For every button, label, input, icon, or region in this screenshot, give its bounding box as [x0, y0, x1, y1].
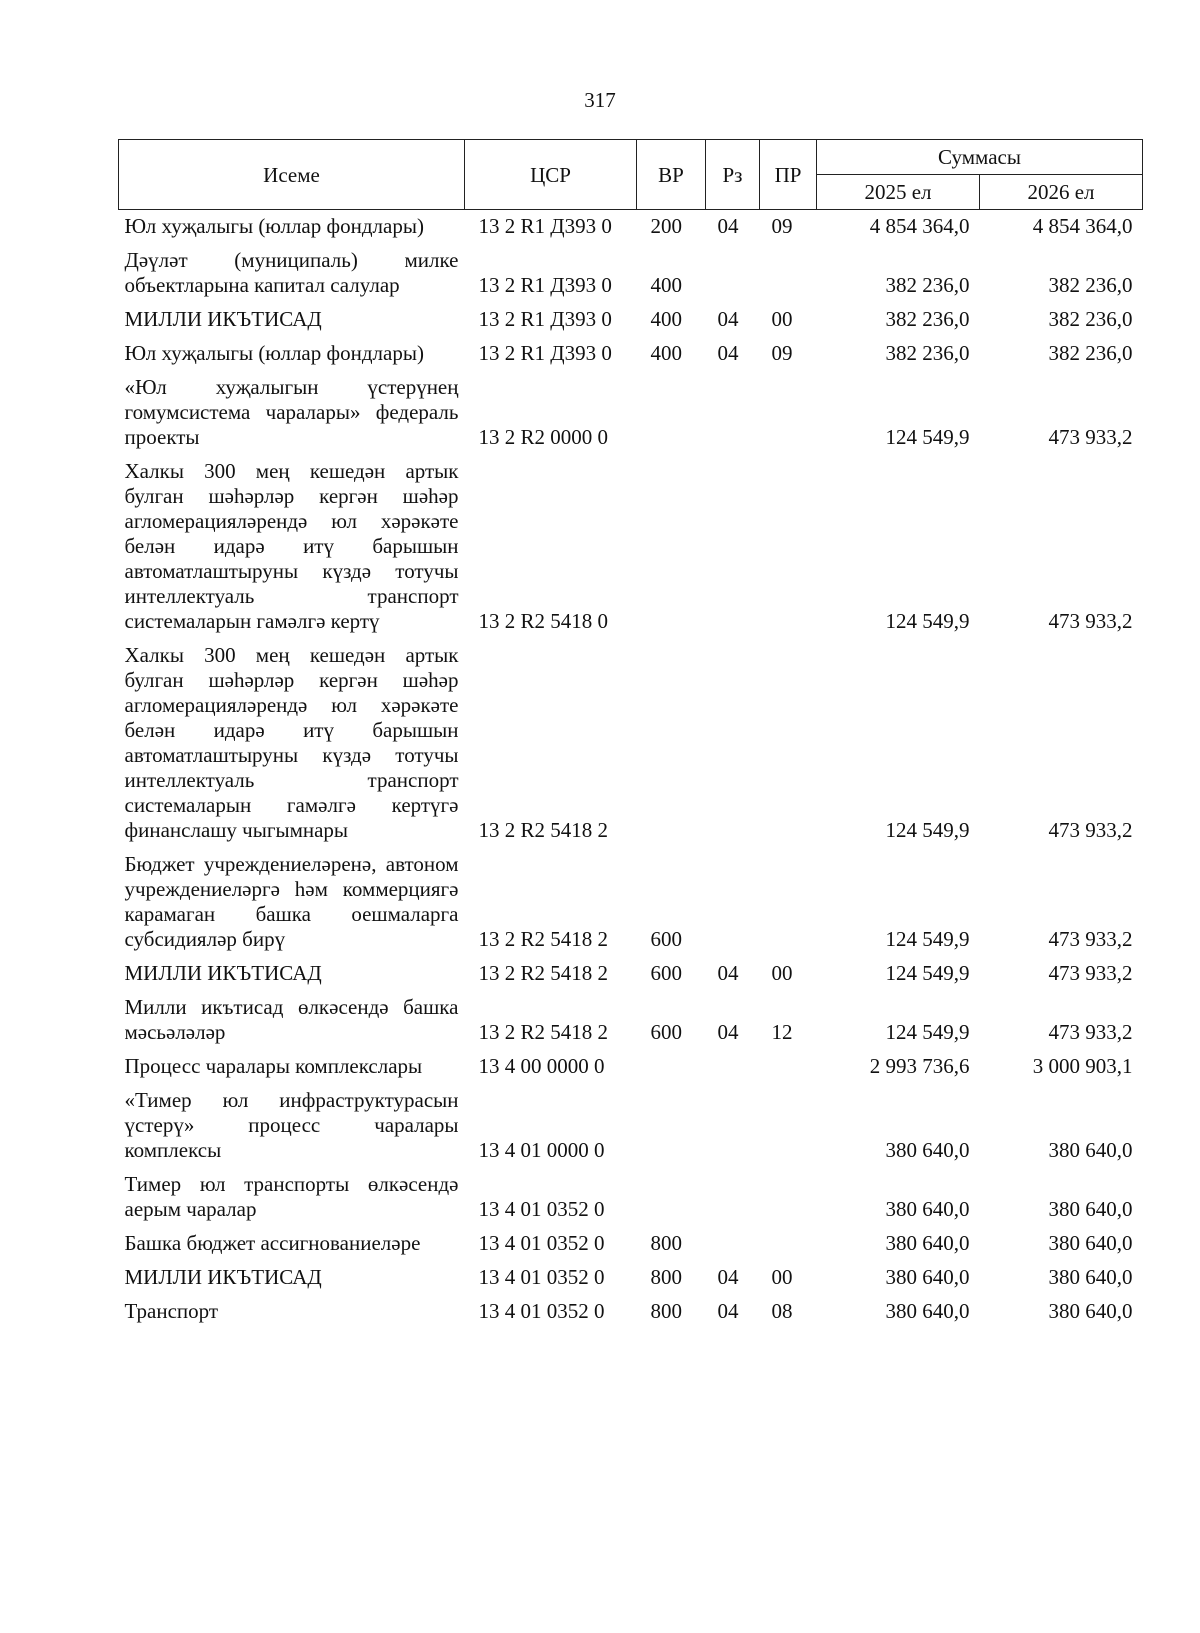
row-amount-2025: 380 640,0 — [885, 1197, 970, 1221]
row-amount-2026: 382 236,0 — [1048, 273, 1133, 297]
row-amount-2025: 124 549,9 — [885, 1020, 970, 1044]
row-csr: 13 2 R1 Д393 0 — [478, 214, 612, 238]
row-pr: 09 — [771, 214, 793, 238]
table-row — [119, 371, 1143, 455]
row-vr — [637, 1084, 706, 1168]
row-vr: 800 — [650, 1265, 682, 1289]
row-pr: 08 — [771, 1299, 793, 1323]
row-csr: 13 2 R1 Д393 0 — [478, 273, 612, 297]
row-amount-2026: 380 640,0 — [1048, 1265, 1133, 1289]
row-pr — [760, 848, 817, 957]
row-pr: 12 — [771, 1020, 793, 1044]
row-rz — [706, 371, 760, 455]
row-amount-2026: 380 640,0 — [1048, 1138, 1133, 1162]
row-rz: 04 — [717, 1265, 739, 1289]
page-number: 317 — [584, 88, 616, 112]
row-csr: 13 4 00 0000 0 — [478, 1054, 605, 1078]
row-rz — [706, 244, 760, 303]
row-pr — [760, 1227, 817, 1261]
row-rz: 04 — [717, 341, 739, 365]
table-row — [119, 1227, 1143, 1261]
header-csr: ЦСР — [465, 140, 637, 210]
row-amount-2025: 124 549,9 — [885, 927, 970, 951]
row-vr: 800 — [650, 1231, 682, 1255]
row-csr: 13 2 R2 5418 0 — [478, 609, 609, 633]
row-csr: 13 4 01 0352 0 — [478, 1231, 605, 1255]
row-amount-2026: 473 933,2 — [1048, 961, 1133, 985]
row-amount-2025: 382 236,0 — [885, 273, 970, 297]
header-sums: Суммасы — [817, 140, 1143, 175]
row-vr: 400 — [650, 273, 682, 297]
row-amount-2025: 2 993 736,6 — [869, 1054, 970, 1078]
header-vr: ВР — [637, 140, 706, 210]
table-row — [119, 244, 1143, 303]
row-pr — [760, 639, 817, 848]
row-amount-2025: 124 549,9 — [885, 961, 970, 985]
table-row — [119, 1168, 1143, 1227]
table-row — [119, 1295, 1143, 1329]
row-vr: 200 — [650, 214, 682, 238]
row-name: Юл хуҗалыгы (юллар фондлары) — [124, 214, 424, 238]
row-amount-2026: 3 000 903,1 — [1032, 1054, 1133, 1078]
table-row — [119, 303, 1143, 337]
row-name: «Тимер юл инфраструктурасын үстерү» процесс чаралары комплексы — [124, 1088, 459, 1162]
row-csr: 13 4 01 0352 0 — [478, 1299, 605, 1323]
budget-table — [118, 139, 1143, 1329]
row-vr — [637, 371, 706, 455]
row-rz: 04 — [717, 307, 739, 331]
row-csr: 13 2 R2 0000 0 — [478, 425, 609, 449]
row-vr — [637, 1168, 706, 1227]
row-csr: 13 2 R2 5418 2 — [478, 818, 609, 842]
row-amount-2026: 473 933,2 — [1048, 818, 1133, 842]
row-pr: 00 — [771, 1265, 793, 1289]
row-rz — [706, 1168, 760, 1227]
row-vr: 600 — [650, 927, 682, 951]
row-rz: 04 — [717, 214, 739, 238]
row-vr — [637, 1050, 706, 1084]
row-name: Юл хуҗалыгы (юллар фондлары) — [124, 341, 424, 365]
table-row — [119, 639, 1143, 848]
row-name: Башка бюджет ассигнованиеләре — [124, 1231, 421, 1255]
row-csr: 13 2 R2 5418 2 — [478, 961, 609, 985]
table-row — [119, 1261, 1143, 1295]
row-vr — [637, 455, 706, 639]
header-name: Исеме — [119, 140, 465, 210]
table-row — [119, 1050, 1143, 1084]
row-pr — [760, 244, 817, 303]
row-csr: 13 2 R1 Д393 0 — [478, 307, 612, 331]
row-vr — [637, 639, 706, 848]
row-rz — [706, 1084, 760, 1168]
row-csr: 13 2 R2 5418 2 — [478, 927, 609, 951]
row-amount-2026: 473 933,2 — [1048, 1020, 1133, 1044]
row-amount-2025: 380 640,0 — [885, 1231, 970, 1255]
row-amount-2025: 124 549,9 — [885, 818, 970, 842]
header-year-2026: 2026 ел — [980, 175, 1143, 210]
row-rz — [706, 639, 760, 848]
row-name: Халкы 300 мең кешедән артык булган шәһәрләр кергән шәһәр агломерацияләрендә юл хәрәкәте белән идарә итү барышын автоматлаштыруны күздә тотучы интеллектуаль транспорт системаларын гамәлгә кертү — [124, 459, 459, 633]
row-name: «Юл хуҗалыгын үстерүнең гомумсистема чаралары» федераль проекты — [124, 375, 459, 449]
row-amount-2026: 473 933,2 — [1048, 609, 1133, 633]
row-vr: 600 — [650, 961, 682, 985]
table-row — [119, 210, 1143, 245]
row-vr: 600 — [650, 1020, 682, 1044]
table-row — [119, 848, 1143, 957]
row-amount-2025: 124 549,9 — [885, 425, 970, 449]
row-vr: 400 — [650, 307, 682, 331]
row-amount-2025: 382 236,0 — [885, 307, 970, 331]
row-csr: 13 4 01 0000 0 — [478, 1138, 605, 1162]
row-amount-2025: 124 549,9 — [885, 609, 970, 633]
table-row — [119, 337, 1143, 371]
row-csr: 13 2 R1 Д393 0 — [478, 341, 612, 365]
header-rz: Рз — [706, 140, 760, 210]
table-row — [119, 455, 1143, 639]
row-name: Халкы 300 мең кешедән артык булган шәһәрләр кергән шәһәр агломерацияләрендә юл хәрәкәте белән идарә итү барышын автоматлаштыруны күздә тотучы интеллектуаль транспорт системаларын гамәлгә кертүгә финанслашу чыгымнары — [124, 643, 459, 842]
row-amount-2026: 4 854 364,0 — [1032, 214, 1133, 238]
row-name: Процесс чаралары комплекслары — [124, 1054, 423, 1078]
row-amount-2026: 473 933,2 — [1048, 927, 1133, 951]
row-amount-2025: 382 236,0 — [885, 341, 970, 365]
row-csr: 13 4 01 0352 0 — [478, 1197, 605, 1221]
row-amount-2026: 473 933,2 — [1048, 425, 1133, 449]
row-amount-2026: 382 236,0 — [1048, 307, 1133, 331]
row-amount-2026: 380 640,0 — [1048, 1197, 1133, 1221]
row-pr — [760, 1050, 817, 1084]
row-amount-2025: 380 640,0 — [885, 1138, 970, 1162]
row-pr: 00 — [771, 307, 793, 331]
table-body — [119, 210, 1143, 1330]
table-row — [119, 957, 1143, 991]
row-pr — [760, 1084, 817, 1168]
row-name: Бюджет учреждениеләренә, автоном учреждениеләргә һәм коммерциягә карамаган башка оешмаларга субсидияләр бирү — [124, 852, 459, 951]
row-csr: 13 4 01 0352 0 — [478, 1265, 605, 1289]
header-pr: ПР — [760, 140, 817, 210]
row-amount-2026: 380 640,0 — [1048, 1299, 1133, 1323]
row-amount-2026: 380 640,0 — [1048, 1231, 1133, 1255]
row-amount-2025: 380 640,0 — [885, 1265, 970, 1289]
row-pr — [760, 1168, 817, 1227]
row-name: Тимер юл транспорты өлкәсендә аерым чаралар — [124, 1172, 459, 1221]
table-row — [119, 1084, 1143, 1168]
row-pr: 00 — [771, 961, 793, 985]
row-name: МИЛЛИ ИКЪТИСАД — [124, 307, 322, 331]
table-header — [119, 140, 1143, 210]
row-rz — [706, 455, 760, 639]
row-rz — [706, 848, 760, 957]
row-pr — [760, 455, 817, 639]
row-pr: 09 — [771, 341, 793, 365]
row-rz: 04 — [717, 1299, 739, 1323]
row-csr: 13 2 R2 5418 2 — [478, 1020, 609, 1044]
row-amount-2025: 4 854 364,0 — [869, 214, 970, 238]
row-pr — [760, 371, 817, 455]
row-amount-2025: 380 640,0 — [885, 1299, 970, 1323]
row-vr: 800 — [650, 1299, 682, 1323]
row-amount-2026: 382 236,0 — [1048, 341, 1133, 365]
row-name: МИЛЛИ ИКЪТИСАД — [124, 961, 322, 985]
row-name: МИЛЛИ ИКЪТИСАД — [124, 1265, 322, 1289]
row-rz: 04 — [717, 961, 739, 985]
row-rz — [706, 1227, 760, 1261]
table-row — [119, 991, 1143, 1050]
row-vr: 400 — [650, 341, 682, 365]
row-rz — [706, 1050, 760, 1084]
row-rz: 04 — [717, 1020, 739, 1044]
row-name: Транспорт — [124, 1299, 219, 1323]
row-name: Дәүләт (муниципаль) милке объектларына капитал салулар — [124, 248, 459, 297]
row-name: Милли икътисад өлкәсендә башка мәсьәләләр — [124, 995, 459, 1044]
header-year-2025: 2025 ел — [817, 175, 980, 210]
